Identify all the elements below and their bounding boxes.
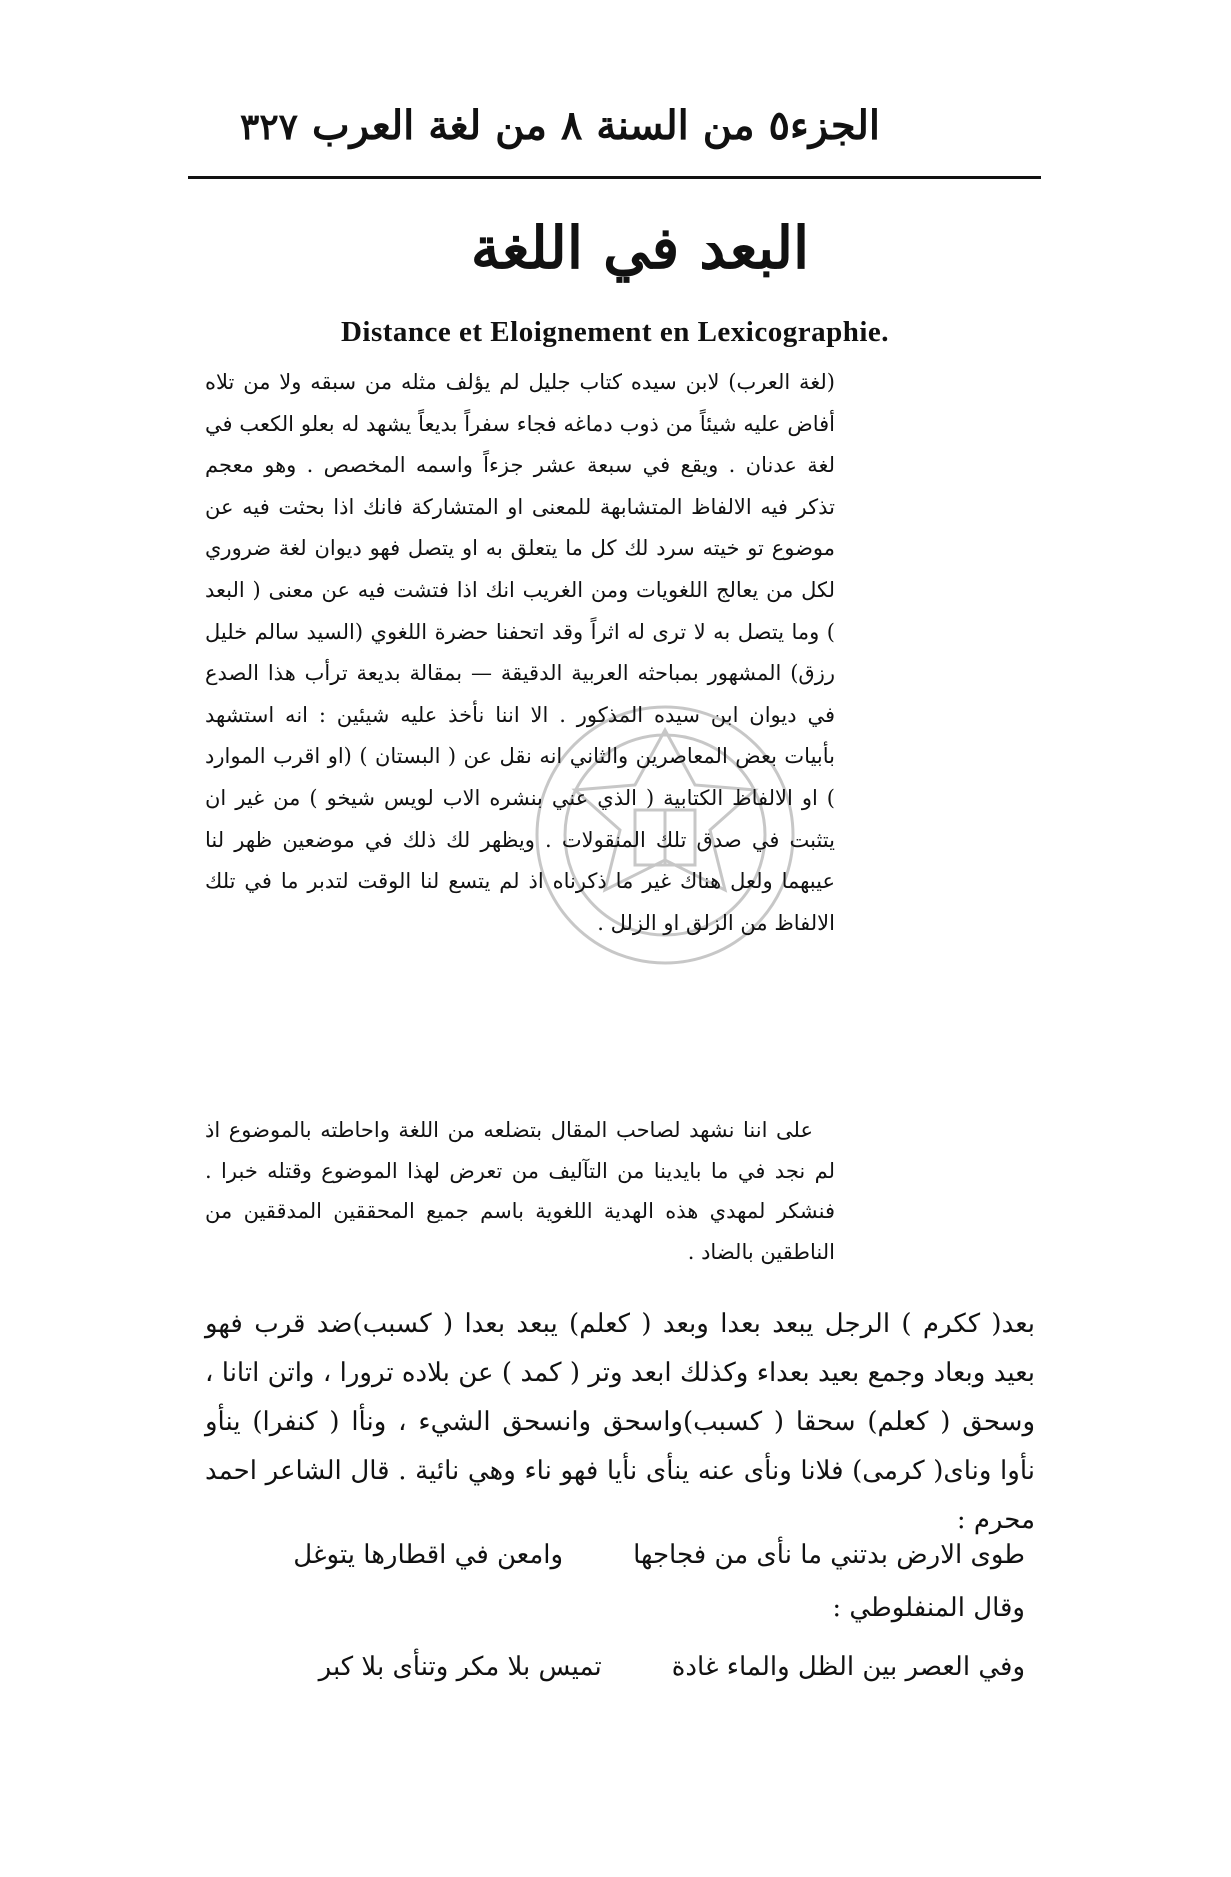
dictionary-entry: بعد( ككرم ) الرجل يبعد بعدا وبعد ( كعلم) يبعد بعدا ( كسبب)ضد قرب فهو بعيد وبعاد وجمع بعيد بعداء وكذلك ابعد وتر ( كمد ) عن بلاده ترورا ، واتن اتانا ، وسحق ( كعلم) سحقا ( كسبب)واسحق وانسحق الشيء ، ونأا ( كنفرا) ينأو نأوا وناى( كرمى) فلانا ونأى عنه ينأى نأيا فهو ناء وهي نائية . قال الشاعر احمد محرم : (205, 1309, 1035, 1535)
article-subtitle: Distance et Eloignement en Lexicographie. (340, 316, 890, 348)
article-title: البعد في اللغة (470, 214, 810, 282)
quote-intro: وقال المنفلوطي : (832, 1593, 1025, 1623)
running-title: الجزء٥ من السنة ٨ من لغة العرب (311, 102, 880, 149)
editor-note: (لغة العرب) لابن سيده كتاب جليل لم يؤلف مثله من سبقه ولا من تلاه أفاض عليه شيئاً من ذوب دماغه فجاء سفراً بديعاً يشهد له بعلو الكعب في لغة عدنان . ويقع في سبعة عشر جزءاً واسمه المخصص . وهو معجم تذكر فيه الالفاظ المتشابهة للمعنى او المتشاركة فانك اذا بحثت فيه عن موضوع تو خيته سرد لك كل ما يتعلق به او يتصل فهو ديوان لغة ضروري لكل من يعالج اللغويات ومن الغريب انك اذا فتشت فيه عن معنى ( البعد ) وما يتصل به لا ترى له اثراً وقد اتحفنا حضرة اللغوي (السيد سالم خليل رزق) المشهور بمباحثه العربية الدقيقة — بمقالة بديعة ترأب هذا الصدع في ديوان ابن سيده المذكور . الا اننا نأخذ عليه شيئين : انه استشهد بأبيات بعض المعاصرين والثاني انه نقل عن ( البستان ) (او اقرب الموارد ) او الالفاظ الكتابية ( الذي عني بنشره الاب لويس شيخو ) من غير ان يتثبت في صدق تلك المنقولات . ويظهر لك ذلك في موضعين ظهر لنا عيبهما ولعل هناك غير ما ذكرناه اذ لم يتسع لنا الوقت لتدبر ما في تلك الالفاظ من الزلق او الزلل . (205, 370, 835, 935)
closing-note: على اننا نشهد لصاحب المقال بتضلعه من اللغة واحاطته بالموضوع اذ لم نجد في ما بايدينا من التآليف من تعرض لهذا الموضوع وقتله خبرا . فنشكر لمهدي هذه الهدية اللغوية باسم جميع المحققين المدققين من الناطقين بالضاد . (205, 1118, 835, 1264)
verse-1-second-hemistich: وامعن في اقطارها يتوغل (293, 1540, 564, 1570)
page-number: ٣٢٧ (240, 106, 299, 148)
verse-line-2 (255, 1652, 1025, 1682)
verse-1-first-hemistich: طوى الارض بدتني ما نأى من فجاجها (633, 1540, 1025, 1570)
header-rule (188, 176, 1041, 179)
verse-line-1 (255, 1540, 1025, 1570)
verse-2-second-hemistich: تميس بلا مكر وتنأى بلا كبر (318, 1652, 602, 1682)
running-header (240, 102, 880, 162)
verse-2-first-hemistich: وفي العصر بين الظل والماء غادة (671, 1652, 1025, 1682)
